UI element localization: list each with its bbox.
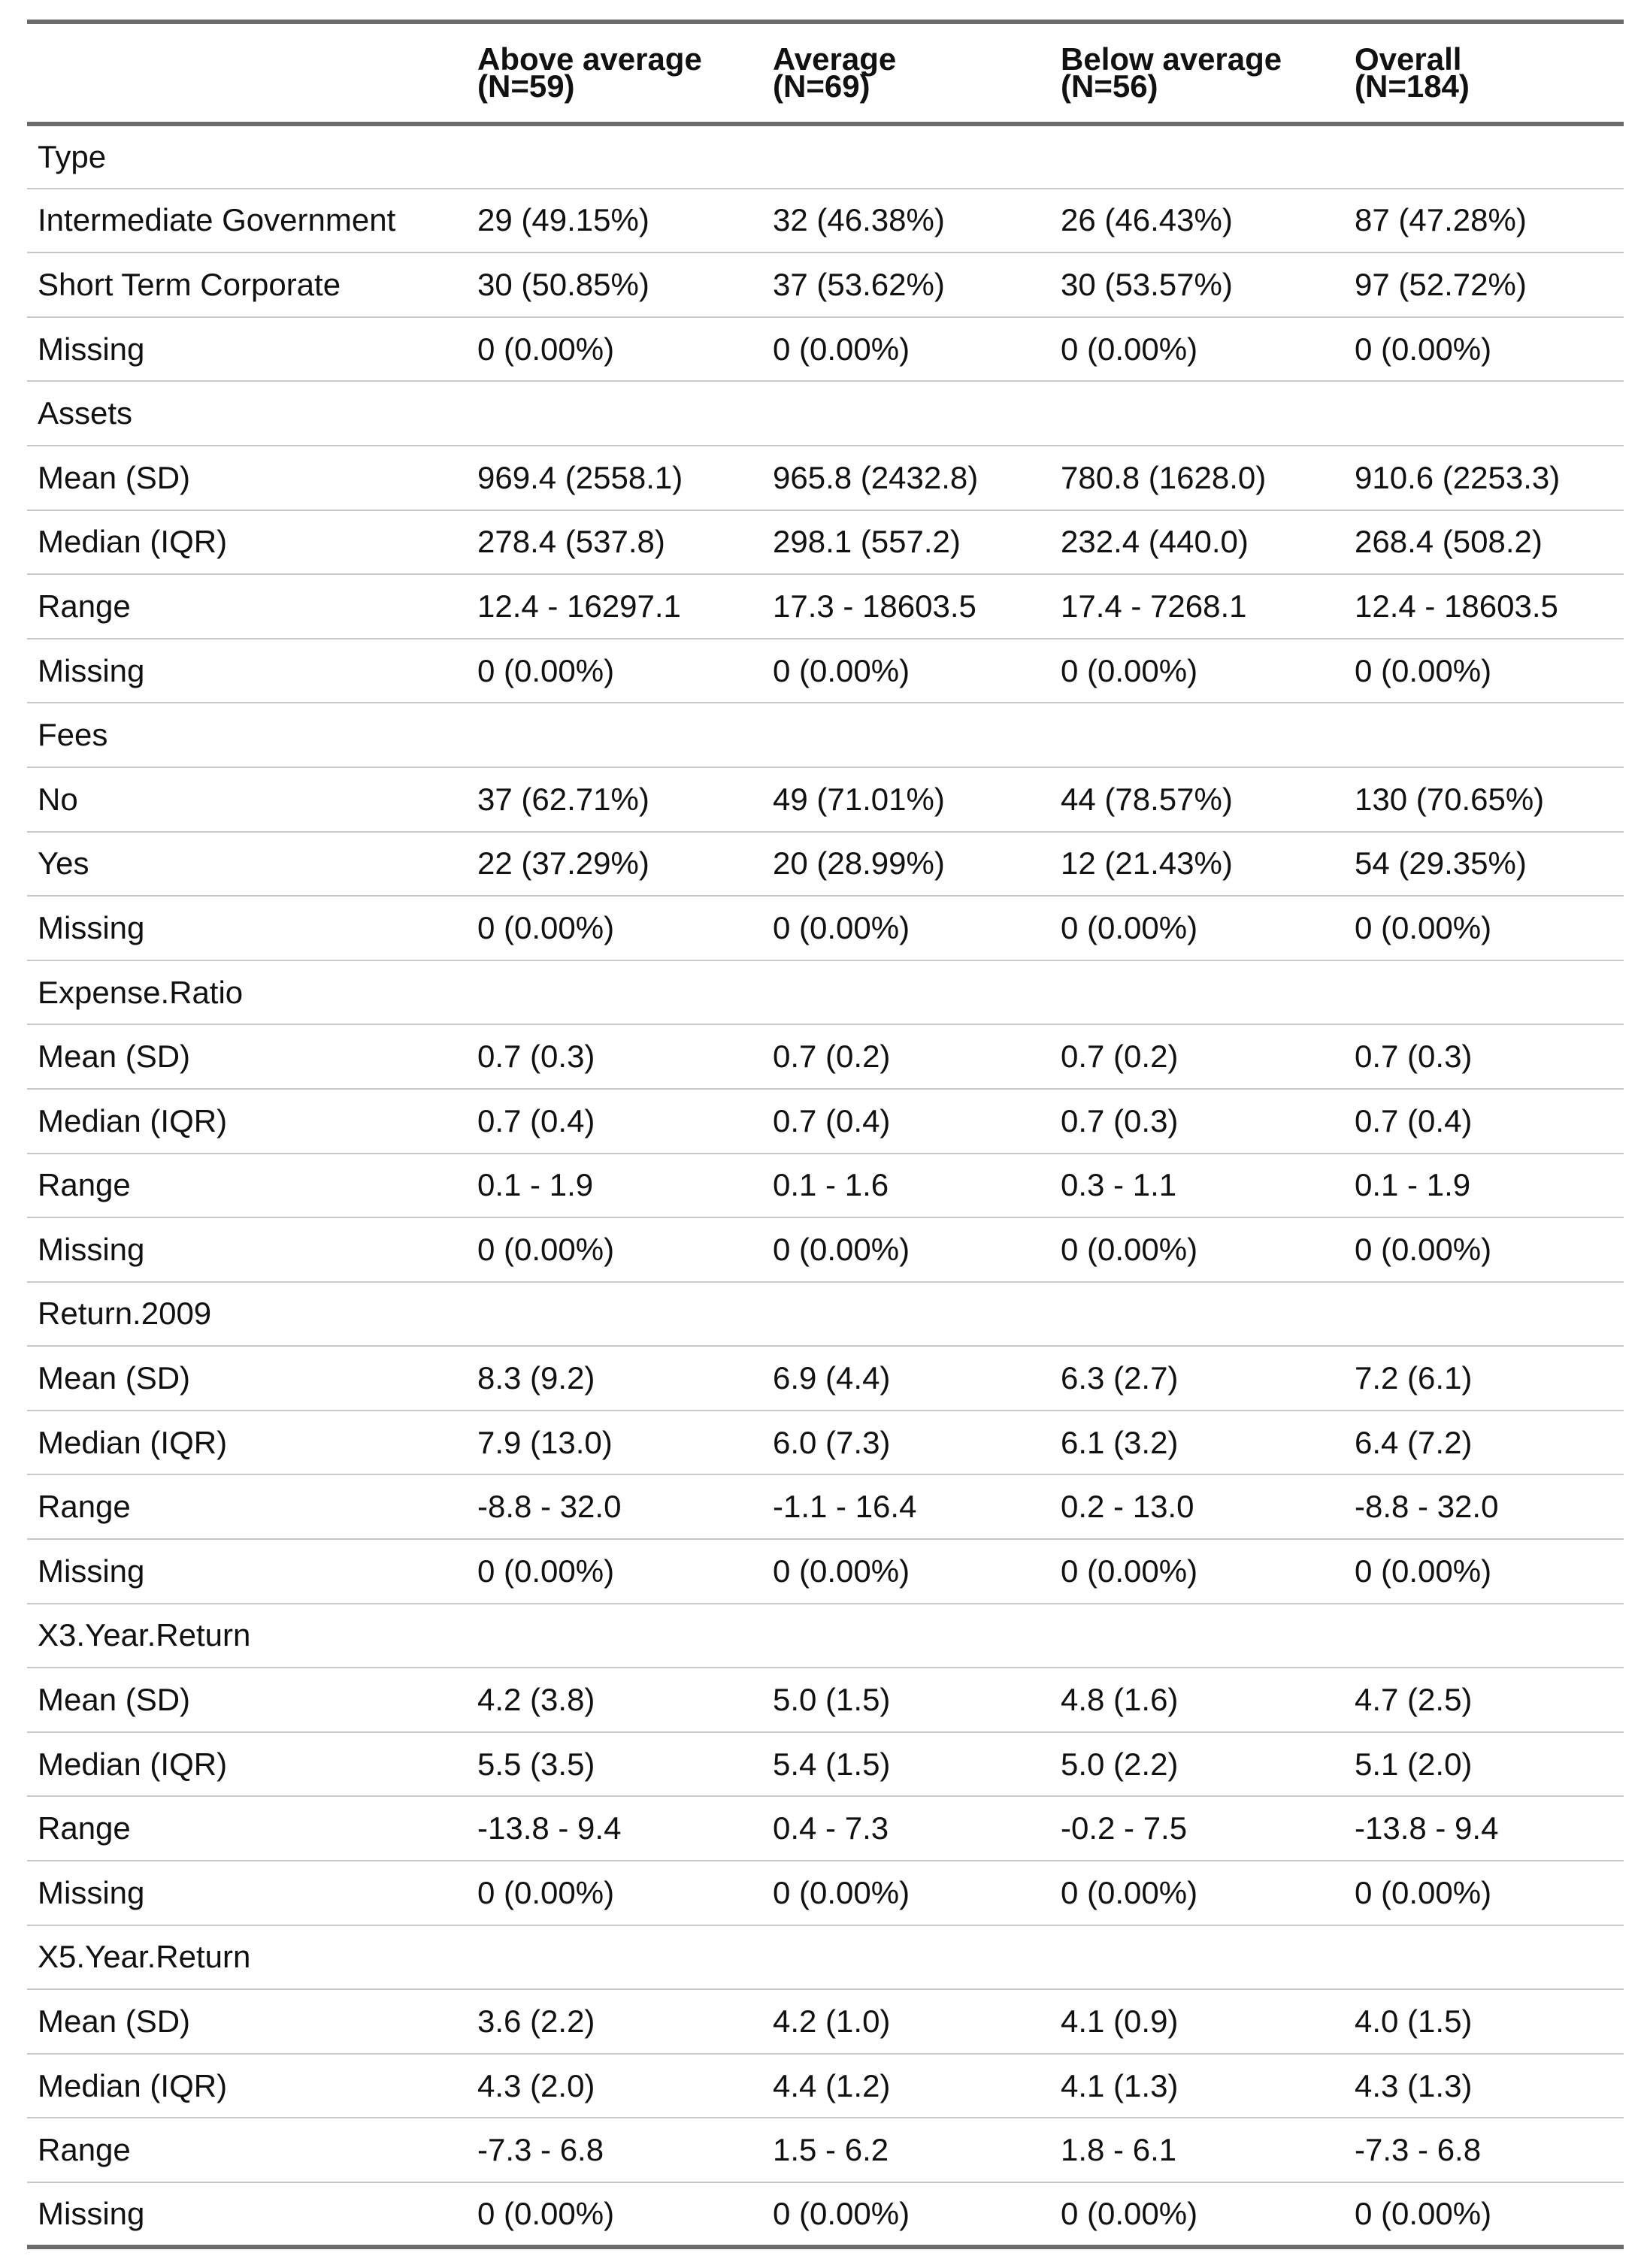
- value-cell: 0 (0.00%): [1061, 909, 1198, 945]
- value-cell: 5.0 (1.5): [773, 1682, 891, 1718]
- section-title: Assets: [38, 395, 133, 431]
- value-cell: 22 (37.29%): [477, 845, 649, 881]
- empty-cell: [1050, 960, 1344, 1025]
- empty-cell: [762, 1925, 1050, 1990]
- row-label: Median (IQR): [38, 1102, 228, 1139]
- table-body: [27, 124, 1624, 2247]
- row-label: Missing: [38, 331, 145, 367]
- value-cell: 12 (21.43%): [1061, 845, 1233, 881]
- value-cell: 30 (50.85%): [477, 266, 649, 302]
- value-cell: -0.2 - 7.5: [1061, 1810, 1188, 1846]
- section-header-row: [27, 1925, 1624, 1990]
- value-cell: 4.2 (3.8): [477, 1682, 595, 1718]
- value-cell: 0.7 (0.4): [1355, 1102, 1473, 1139]
- value-cell: 0.1 - 1.9: [477, 1167, 594, 1203]
- value-cell: 12.4 - 16297.1: [477, 588, 681, 624]
- table-row: [27, 1217, 1624, 1282]
- value-cell: 0 (0.00%): [1355, 1553, 1492, 1589]
- value-cell: 0 (0.00%): [477, 652, 615, 688]
- empty-cell: [1344, 1604, 1624, 1668]
- row-label: Mean (SD): [38, 1360, 191, 1396]
- value-cell: 0.7 (0.3): [1061, 1102, 1179, 1139]
- value-cell: 0 (0.00%): [773, 909, 910, 945]
- row-label: Range: [38, 588, 131, 624]
- row-label: Short Term Corporate: [38, 266, 341, 302]
- section-header-row: [27, 960, 1624, 1025]
- table-row: [27, 639, 1624, 703]
- column-label: Overall: [1355, 41, 1462, 77]
- section-header-row: [27, 1604, 1624, 1668]
- section-title: X3.Year.Return: [38, 1617, 251, 1653]
- row-label: Missing: [38, 1553, 145, 1589]
- value-cell: 5.5 (3.5): [477, 1746, 595, 1782]
- column-label: Below average: [1061, 41, 1282, 77]
- value-cell: 4.4 (1.2): [773, 2067, 891, 2103]
- value-cell: 0 (0.00%): [773, 1874, 910, 1910]
- column-label: Average: [773, 41, 897, 77]
- empty-cell: [467, 960, 762, 1025]
- table-row: [27, 767, 1624, 832]
- header-row: [27, 22, 1624, 124]
- table-row: [27, 189, 1624, 253]
- table-row: [27, 446, 1624, 510]
- empty-cell: [467, 1604, 762, 1668]
- empty-cell: [1050, 1604, 1344, 1668]
- row-label: Median (IQR): [38, 1424, 228, 1460]
- value-cell: 969.4 (2558.1): [477, 459, 683, 495]
- row-label: Missing: [38, 1874, 145, 1910]
- table-row: [27, 1732, 1624, 1797]
- row-label: Range: [38, 1810, 131, 1846]
- value-cell: 0 (0.00%): [1061, 1553, 1198, 1589]
- row-label: Intermediate Government: [38, 202, 396, 238]
- value-cell: 26 (46.43%): [1061, 202, 1233, 238]
- table-row: [27, 1089, 1624, 1154]
- empty-cell: [1050, 1282, 1344, 1347]
- value-cell: -8.8 - 32.0: [477, 1489, 622, 1525]
- value-cell: 0 (0.00%): [773, 1231, 910, 1267]
- value-cell: 29 (49.15%): [477, 202, 649, 238]
- value-cell: 0 (0.00%): [477, 1874, 615, 1910]
- summary-table-container: [27, 20, 1624, 2249]
- value-cell: 17.3 - 18603.5: [773, 588, 976, 624]
- value-cell: 49 (71.01%): [773, 781, 945, 817]
- empty-cell: [762, 1282, 1050, 1347]
- value-cell: 0 (0.00%): [1355, 909, 1492, 945]
- row-label: Mean (SD): [38, 1039, 191, 1075]
- value-cell: -1.1 - 16.4: [773, 1489, 917, 1525]
- value-cell: 20 (28.99%): [773, 845, 945, 881]
- table-row: [27, 2054, 1624, 2118]
- section-title: Return.2009: [38, 1296, 212, 1332]
- value-cell: 0.7 (0.4): [773, 1102, 891, 1139]
- value-cell: 3.6 (2.2): [477, 2003, 595, 2040]
- table-row: [27, 1474, 1624, 1539]
- table-row: [27, 1796, 1624, 1861]
- section-title: Fees: [38, 717, 108, 753]
- table-row: [27, 1539, 1624, 1604]
- empty-cell: [1344, 381, 1624, 446]
- empty-cell: [467, 381, 762, 446]
- value-cell: 6.9 (4.4): [773, 1360, 891, 1396]
- table-row: [27, 1668, 1624, 1732]
- value-cell: 32 (46.38%): [773, 202, 945, 238]
- header-cell-below-average: [1050, 22, 1344, 124]
- table-row: [27, 2182, 1624, 2247]
- value-cell: 0.7 (0.3): [1355, 1039, 1473, 1075]
- value-cell: 0 (0.00%): [1061, 652, 1198, 688]
- table-row: [27, 510, 1624, 575]
- value-cell: 37 (62.71%): [477, 781, 649, 817]
- value-cell: 44 (78.57%): [1061, 781, 1233, 817]
- value-cell: 0.7 (0.3): [477, 1039, 595, 1075]
- section-title: Type: [38, 138, 107, 174]
- value-cell: 4.3 (1.3): [1355, 2067, 1473, 2103]
- value-cell: 0 (0.00%): [477, 2195, 615, 2231]
- header-cell-average: [762, 22, 1050, 124]
- empty-cell: [1344, 703, 1624, 767]
- empty-cell: [1050, 381, 1344, 446]
- section-header-row: [27, 1282, 1624, 1347]
- row-label: Missing: [38, 909, 145, 945]
- table-row: [27, 1154, 1624, 1218]
- column-count: (N=184): [1355, 68, 1470, 104]
- empty-cell: [762, 960, 1050, 1025]
- table-row: [27, 2118, 1624, 2182]
- row-label: No: [38, 781, 78, 817]
- row-label: Range: [38, 1489, 131, 1525]
- header-cell-above-average: [467, 22, 762, 124]
- column-count: (N=59): [477, 68, 575, 104]
- section-title: Expense.Ratio: [38, 974, 244, 1010]
- column-count: (N=56): [1061, 68, 1158, 104]
- value-cell: -7.3 - 6.8: [477, 2132, 604, 2168]
- value-cell: 97 (52.72%): [1355, 266, 1527, 302]
- row-label: Median (IQR): [38, 1746, 228, 1782]
- value-cell: -13.8 - 9.4: [477, 1810, 622, 1846]
- value-cell: -13.8 - 9.4: [1355, 1810, 1499, 1846]
- value-cell: 0 (0.00%): [477, 1231, 615, 1267]
- section-header-row: [27, 124, 1624, 189]
- section-header-row: [27, 381, 1624, 446]
- value-cell: 4.8 (1.6): [1061, 1682, 1179, 1718]
- table-row: [27, 253, 1624, 317]
- row-label: Missing: [38, 1231, 145, 1267]
- value-cell: 0 (0.00%): [773, 331, 910, 367]
- value-cell: 4.0 (1.5): [1355, 2003, 1473, 2040]
- value-cell: 5.0 (2.2): [1061, 1746, 1179, 1782]
- table-row: [27, 1989, 1624, 2054]
- value-cell: 7.9 (13.0): [477, 1424, 613, 1460]
- empty-cell: [467, 1925, 762, 1990]
- empty-cell: [762, 381, 1050, 446]
- value-cell: 4.1 (0.9): [1061, 2003, 1179, 2040]
- row-label: Missing: [38, 2195, 145, 2231]
- value-cell: 5.4 (1.5): [773, 1746, 891, 1782]
- value-cell: 4.7 (2.5): [1355, 1682, 1473, 1718]
- empty-cell: [1344, 1925, 1624, 1990]
- value-cell: 298.1 (557.2): [773, 524, 961, 560]
- column-count: (N=69): [773, 68, 870, 104]
- empty-cell: [1050, 703, 1344, 767]
- value-cell: 0.7 (0.2): [773, 1039, 891, 1075]
- value-cell: 910.6 (2253.3): [1355, 459, 1561, 495]
- value-cell: 268.4 (508.2): [1355, 524, 1543, 560]
- value-cell: 0.1 - 1.6: [773, 1167, 889, 1203]
- table-row: [27, 832, 1624, 897]
- value-cell: 6.1 (3.2): [1061, 1424, 1179, 1460]
- row-label: Median (IQR): [38, 524, 228, 560]
- section-header-row: [27, 703, 1624, 767]
- value-cell: 0.3 - 1.1: [1061, 1167, 1177, 1203]
- column-label: Above average: [477, 41, 702, 77]
- value-cell: 37 (53.62%): [773, 266, 945, 302]
- empty-cell: [1344, 124, 1624, 189]
- value-cell: 0 (0.00%): [773, 2195, 910, 2231]
- table-row: [27, 317, 1624, 382]
- empty-cell: [762, 124, 1050, 189]
- value-cell: 5.1 (2.0): [1355, 1746, 1473, 1782]
- value-cell: 0 (0.00%): [1061, 2195, 1198, 2231]
- value-cell: 278.4 (537.8): [477, 524, 665, 560]
- value-cell: -8.8 - 32.0: [1355, 1489, 1499, 1525]
- value-cell: 0 (0.00%): [1355, 652, 1492, 688]
- row-label: Mean (SD): [38, 1682, 191, 1718]
- empty-cell: [762, 1604, 1050, 1668]
- empty-cell: [467, 1282, 762, 1347]
- value-cell: 0.2 - 13.0: [1061, 1489, 1194, 1525]
- value-cell: 965.8 (2432.8): [773, 459, 979, 495]
- value-cell: 6.0 (7.3): [773, 1424, 891, 1460]
- value-cell: 4.1 (1.3): [1061, 2067, 1179, 2103]
- value-cell: 30 (53.57%): [1061, 266, 1233, 302]
- empty-cell: [467, 703, 762, 767]
- value-cell: 0 (0.00%): [1061, 1231, 1198, 1267]
- value-cell: 0 (0.00%): [773, 652, 910, 688]
- empty-cell: [1344, 960, 1624, 1025]
- empty-cell: [1050, 124, 1344, 189]
- value-cell: 17.4 - 7268.1: [1061, 588, 1247, 624]
- value-cell: 0.4 - 7.3: [773, 1810, 889, 1846]
- section-title: X5.Year.Return: [38, 1939, 251, 1975]
- table-row: [27, 574, 1624, 639]
- header-cell-variable: [27, 22, 467, 124]
- table-row: [27, 1861, 1624, 1925]
- row-label: Range: [38, 2132, 131, 2168]
- value-cell: 0 (0.00%): [1061, 1874, 1198, 1910]
- value-cell: 4.2 (1.0): [773, 2003, 891, 2040]
- value-cell: 0 (0.00%): [477, 909, 615, 945]
- empty-cell: [467, 124, 762, 189]
- value-cell: 8.3 (9.2): [477, 1360, 595, 1396]
- value-cell: 1.5 - 6.2: [773, 2132, 889, 2168]
- row-label: Range: [38, 1167, 131, 1203]
- value-cell: 6.4 (7.2): [1355, 1424, 1473, 1460]
- empty-cell: [1344, 1282, 1624, 1347]
- value-cell: 4.3 (2.0): [477, 2067, 595, 2103]
- value-cell: 87 (47.28%): [1355, 202, 1527, 238]
- value-cell: 0 (0.00%): [477, 1553, 615, 1589]
- row-label: Mean (SD): [38, 459, 191, 495]
- value-cell: 0.7 (0.2): [1061, 1039, 1179, 1075]
- value-cell: -7.3 - 6.8: [1355, 2132, 1482, 2168]
- value-cell: 0 (0.00%): [1061, 331, 1198, 367]
- table-row: [27, 1411, 1624, 1475]
- value-cell: 12.4 - 18603.5: [1355, 588, 1558, 624]
- summary-statistics-table: [27, 20, 1624, 2249]
- value-cell: 0 (0.00%): [1355, 2195, 1492, 2231]
- value-cell: 0 (0.00%): [1355, 1231, 1492, 1267]
- value-cell: 780.8 (1628.0): [1061, 459, 1267, 495]
- table-row: [27, 1346, 1624, 1411]
- value-cell: 0 (0.00%): [477, 331, 615, 367]
- empty-cell: [762, 703, 1050, 767]
- value-cell: 6.3 (2.7): [1061, 1360, 1179, 1396]
- empty-cell: [1050, 1925, 1344, 1990]
- value-cell: 232.4 (440.0): [1061, 524, 1249, 560]
- value-cell: 0.7 (0.4): [477, 1102, 595, 1139]
- row-label: Mean (SD): [38, 2003, 191, 2040]
- value-cell: 0 (0.00%): [1355, 1874, 1492, 1910]
- header-cell-overall: [1344, 22, 1624, 124]
- value-cell: 0 (0.00%): [1355, 331, 1492, 367]
- row-label: Yes: [38, 845, 89, 881]
- value-cell: 54 (29.35%): [1355, 845, 1527, 881]
- value-cell: 7.2 (6.1): [1355, 1360, 1473, 1396]
- table-row: [27, 896, 1624, 960]
- value-cell: 1.8 - 6.1: [1061, 2132, 1177, 2168]
- value-cell: 0 (0.00%): [773, 1553, 910, 1589]
- value-cell: 0.1 - 1.9: [1355, 1167, 1471, 1203]
- table-row: [27, 1024, 1624, 1089]
- row-label: Median (IQR): [38, 2067, 228, 2103]
- value-cell: 130 (70.65%): [1355, 781, 1545, 817]
- table-header: [27, 22, 1624, 124]
- row-label: Missing: [38, 652, 145, 688]
